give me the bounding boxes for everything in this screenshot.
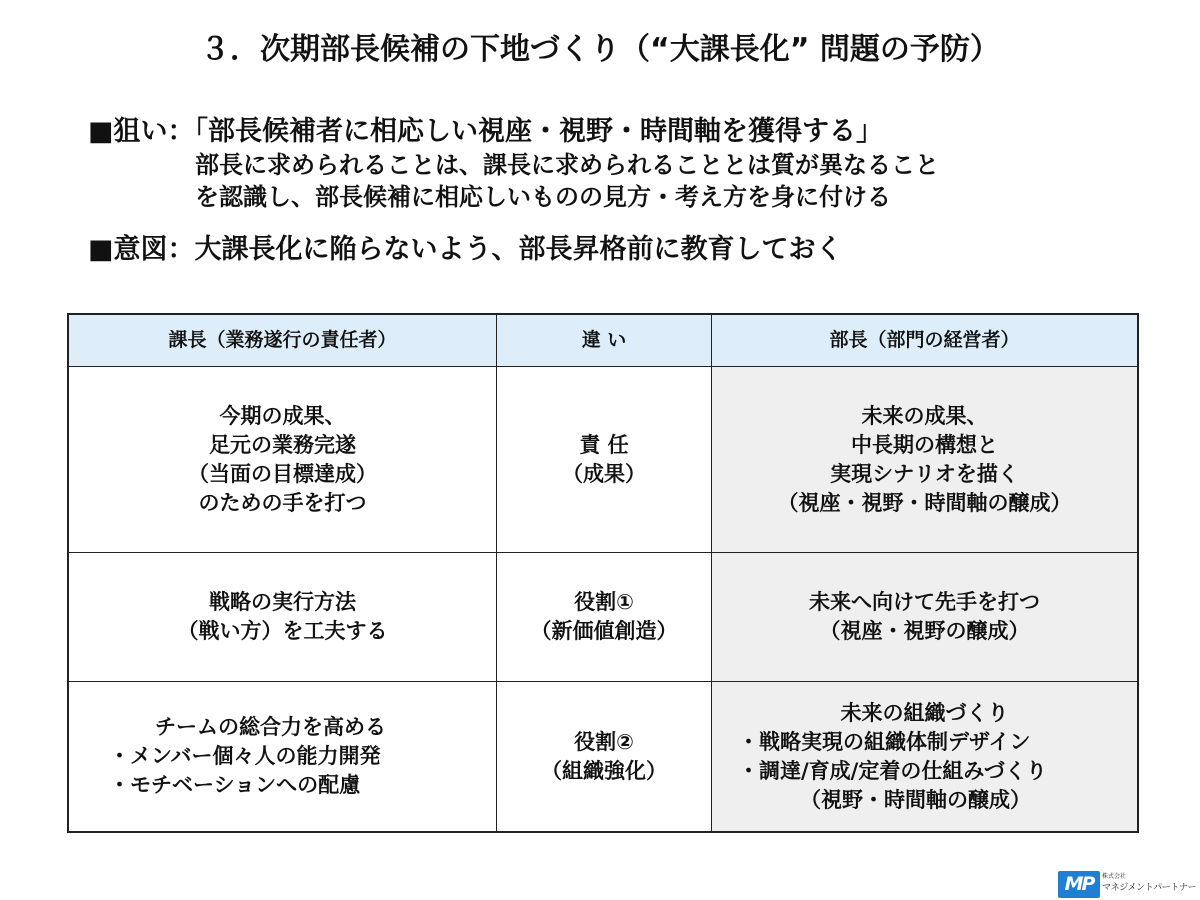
header-label: 違 い xyxy=(581,329,627,351)
header-department-head xyxy=(712,315,1137,367)
aim-label: ■狙い： xyxy=(88,116,195,147)
aim-headline-line xyxy=(88,113,883,151)
intent-label: ■意図： xyxy=(88,234,195,265)
aim-detail-line: を認識し、部長候補に相応しいものの見方・考え方を身に付ける xyxy=(195,183,891,211)
company-name-block xyxy=(1102,872,1196,895)
cell-department-head-responsibility xyxy=(712,367,1137,553)
cell-line: 今期の成果、 xyxy=(219,403,346,428)
company-logo: MP xyxy=(1058,871,1100,898)
cell-difference-role-2 xyxy=(497,682,712,831)
cell-bullet-line: ・戦略実現の組織体制デザイン xyxy=(738,729,1031,754)
cell-line: （当面の目標達成） xyxy=(188,461,377,486)
cell-line: （視野・時間軸の醸成） xyxy=(800,787,1031,812)
comparison-table xyxy=(67,313,1139,833)
cell-line: 戦略の実行方法 xyxy=(209,590,356,614)
cell-line: 未来へ向けて先手を打つ xyxy=(809,590,1040,614)
cell-line: のための手を打つ xyxy=(198,490,367,515)
cell-line: 足元の業務完遂 xyxy=(209,432,356,457)
cell-line: 責 任 xyxy=(579,432,629,457)
cell-line: 未来の成果、 xyxy=(861,403,988,428)
intent-text: 大課長化に陥らないよう、部長昇格前に教育しておく xyxy=(194,234,843,265)
aim-headline: 「部長候補者に相応しい視座・視野・時間軸を獲得する」 xyxy=(194,116,884,147)
cell-line: （戦い方）を工夫する xyxy=(177,619,388,643)
header-difference xyxy=(497,315,712,367)
slide-title: ３．次期部長候補の下地づくり（“大課長化” 問題の予防） xyxy=(200,32,1000,67)
cell-line: （新価値創造） xyxy=(530,619,678,643)
cell-bullet-line: ・調達/育成/定着の仕組みづくり xyxy=(738,758,1047,783)
cell-department-head-role-1 xyxy=(712,553,1137,682)
intent-line xyxy=(88,231,843,269)
header-section-chief xyxy=(69,315,497,367)
cell-section-chief-role-2 xyxy=(69,682,497,831)
cell-section-chief-responsibility xyxy=(69,367,497,553)
cell-line: （視座・視野の醸成） xyxy=(819,619,1030,643)
cell-line: （組織強化） xyxy=(541,758,667,783)
cell-line: 実現シナリオを描く xyxy=(830,461,1019,486)
company-name: マネジメントパートナー xyxy=(1102,883,1197,893)
cell-section-chief-role-1 xyxy=(69,553,497,682)
cell-line: 未来の組織づくり xyxy=(840,700,1009,725)
company-prefix: 株式会社 xyxy=(1102,873,1127,880)
cell-bullet-line: ・メンバー個々人の能力開発 xyxy=(109,744,381,768)
cell-line: チームの総合力を高める xyxy=(155,715,386,739)
cell-line: 中長期の構想と xyxy=(851,432,998,457)
cell-difference-responsibility xyxy=(497,367,712,553)
cell-line: （成果） xyxy=(562,461,646,486)
header-label: 部長（部門の経営者） xyxy=(829,329,1020,351)
aim-detail-line: 部長に求められることは、課長に求められることとは質が異なること xyxy=(195,151,939,179)
cell-line: （視座・視野・時間軸の醸成） xyxy=(777,490,1072,515)
cell-line: 役割② xyxy=(574,729,634,754)
cell-department-head-role-2 xyxy=(712,682,1137,831)
cell-line: 役割① xyxy=(574,590,634,614)
header-label: 課長（業務遂行の責任者） xyxy=(168,329,397,351)
cell-difference-role-1 xyxy=(497,553,712,682)
cell-bullet-line: ・モチベーションへの配慮 xyxy=(109,773,361,797)
